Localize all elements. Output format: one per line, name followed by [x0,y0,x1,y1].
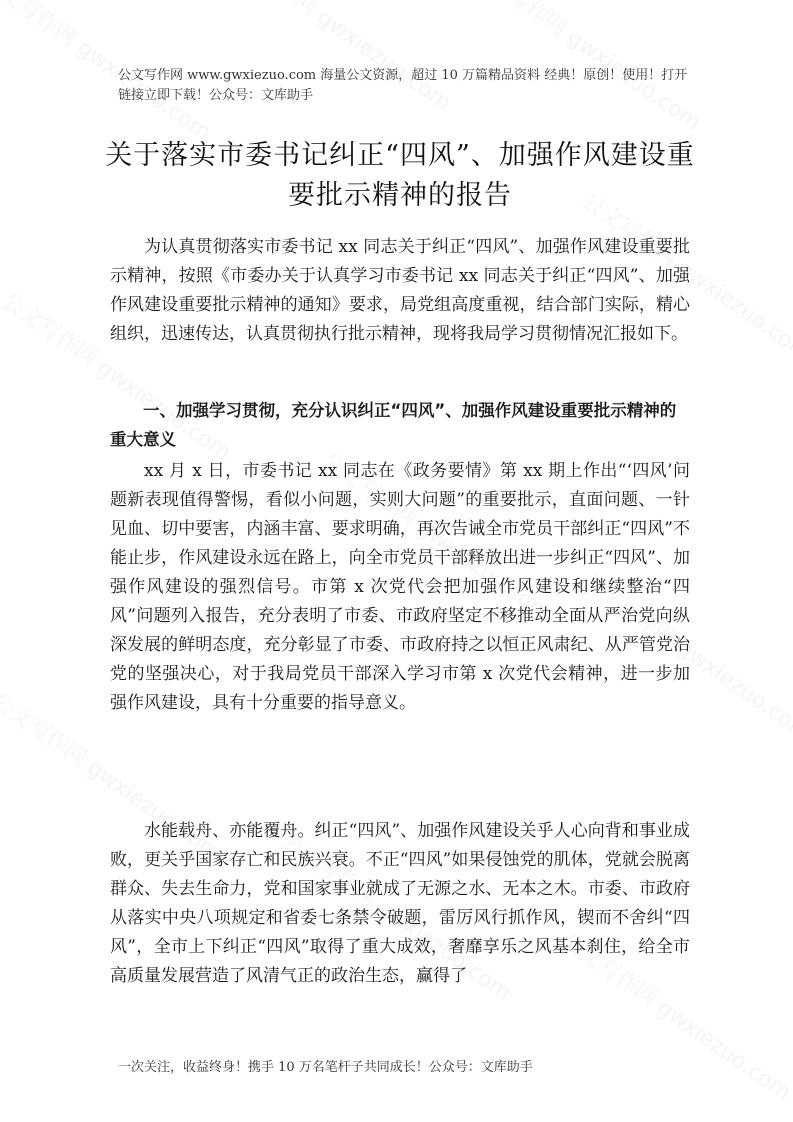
header-promo-note: 公文写作网 www.gwxiezuo.com 海量公文资源，超过 10 万篇精品资料 经典！原创！使用！打开链接立即下载！公众号：文库助手 [118,68,688,103]
section-heading-1: 一、加强学习贯彻，充分认识纠正“四风”、加强作风建设重要批示精神的重大意义 [110,401,677,449]
body-paragraph: xx 月 x 日，市委书记 xx 同志在《政务要情》第 xx 期上作出“‘四风’问题新表现值得警惕，看似小问题，实则大问题”的重要批示，直面问题、一针见血、切中要害，内涵丰富、要求明确，再次告诫全市党员干部纠正“四风”不能止步，作风建设永远在路上，向全市党员干部释放出进一步纠正“四风”、加强作风建设的强烈信号。市第 x 次党代会把加强作风建设和继续整治“四风”问题列入报告，充分表明了市委、市政府坚定不移推动全面从严治党向纵深发展的鲜明态度，充分彰显了市委、市政府持之以恒正风肃纪、从严管党治党的坚强决心，对于我局党员干部深入学习市第 x 次党代会精神，进一步加强作风建设，具有十分重要的指导意义。 [110,461,690,713]
footer-promo-note: 一次关注，收益终身！携手 10 万名笔杆子共同成长！公众号：文库助手 [118,1060,533,1075]
body-paragraph: 水能载舟、亦能覆舟。纠正“四风”、加强作风建设关乎人心向背和事业成败，更关乎国家存亡和民族兴衰。不正“四风”如果侵蚀党的肌体，党就会脱离群众、失去生命力，党和国家事业就成了无源之水、无本之木。市委、市政府从落实中央八项规定和省委七条禁令破题，雷厉风行抓作风，锲而不舍纠“四风”，全市上下纠正“四风”取得了重大成效，奢靡享乐之风基本刹住，给全市高质量发展营造了风清气正的政治生态，赢得了 [110,821,690,986]
document-title: 关于落实市委书记纠正“四风”、加强作风建设重要批示精神的报告 [105,140,695,211]
intro-paragraph: 为认真贯彻落实市委书记 xx 同志关于纠正“四风”、加强作风建设重要批示精神，按照《市委办关于认真学习市委书记 xx 同志关于纠正“四风”、加强作风建设重要批示精神的通知》要求，局党组高度重视，结合部门实际，精心组织，迅速传达，认真贯彻执行批示精神，现将我局学习贯彻情况汇报如下。 [110,237,690,344]
